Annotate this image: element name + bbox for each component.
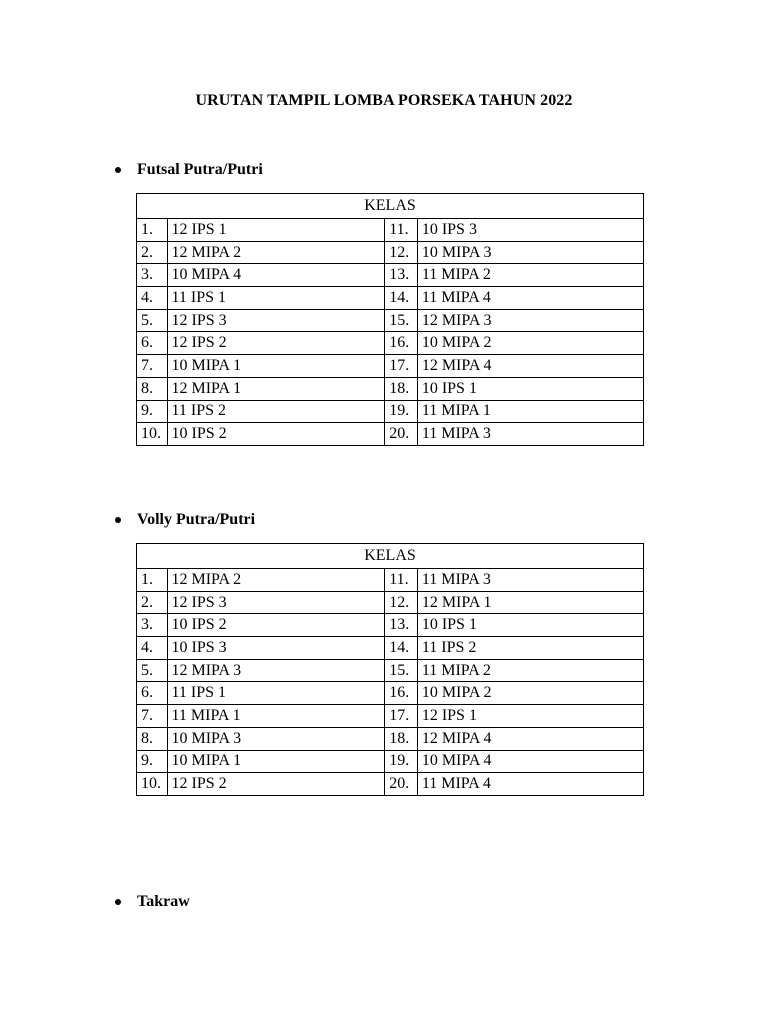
row-number-right: 12. [385,591,418,614]
table-row [137,355,644,378]
class-left: 12 IPS 2 [167,332,385,355]
row-number-right: 16. [385,332,418,355]
class-right: 12 MIPA 4 [417,355,643,378]
table-row [137,659,644,682]
class-right: 10 MIPA 3 [417,241,643,264]
class-right: 11 MIPA 2 [417,264,643,287]
class-left: 12 IPS 1 [167,219,385,242]
row-number-right: 13. [385,264,418,287]
class-left: 12 IPS 3 [167,591,385,614]
class-right: 11 MIPA 3 [417,423,643,446]
bullet-icon [115,167,121,173]
row-number-left: 3. [137,614,168,637]
row-number-right: 17. [385,355,418,378]
row-number-right: 18. [385,377,418,400]
class-left: 10 MIPA 1 [167,750,385,773]
class-left: 10 MIPA 1 [167,355,385,378]
class-right: 11 MIPA 3 [417,569,643,592]
class-right: 12 MIPA 1 [417,591,643,614]
class-right: 12 MIPA 3 [417,309,643,332]
section-heading-label: Takraw [137,893,190,910]
class-right: 11 MIPA 2 [417,659,643,682]
row-number-left: 2. [137,591,168,614]
table-row [137,569,644,592]
table-row [137,309,644,332]
document-title: URUTAN TAMPIL LOMBA PORSEKA TAHUN 2022 [195,92,573,109]
futsal-table-body [137,219,644,446]
class-right: 11 MIPA 4 [417,287,643,310]
class-right: 10 MIPA 2 [417,332,643,355]
volly-table-body [137,569,644,796]
table-row [137,332,644,355]
class-right: 11 IPS 2 [417,637,643,660]
class-right: 11 MIPA 4 [417,773,643,796]
table-row [137,773,644,796]
table-row [137,219,644,242]
class-left: 11 IPS 1 [167,287,385,310]
futsal-order-table [136,193,644,446]
row-number-left: 5. [137,309,168,332]
row-number-left: 4. [137,287,168,310]
class-right: 10 IPS 1 [417,614,643,637]
table-row [137,264,644,287]
table-row [137,682,644,705]
section-heading-label: Futsal Putra/Putri [137,161,263,178]
row-number-left: 9. [137,400,168,423]
class-left: 10 IPS 2 [167,614,385,637]
table-row [137,400,644,423]
row-number-left: 9. [137,750,168,773]
row-number-right: 18. [385,727,418,750]
row-number-right: 17. [385,705,418,728]
class-left: 11 IPS 1 [167,682,385,705]
row-number-right: 12. [385,241,418,264]
class-left: 10 MIPA 4 [167,264,385,287]
row-number-left: 6. [137,682,168,705]
row-number-right: 15. [385,659,418,682]
row-number-right: 11. [385,219,418,242]
class-left: 12 MIPA 1 [167,377,385,400]
class-right: 10 IPS 3 [417,219,643,242]
bullet-icon [115,899,121,905]
row-number-left: 7. [137,355,168,378]
class-left: 12 MIPA 3 [167,659,385,682]
row-number-left: 3. [137,264,168,287]
row-number-right: 13. [385,614,418,637]
section-heading-takraw [113,893,190,911]
row-number-left: 6. [137,332,168,355]
row-number-right: 15. [385,309,418,332]
table-row [137,750,644,773]
row-number-right: 19. [385,750,418,773]
class-left: 12 IPS 3 [167,309,385,332]
class-left: 11 MIPA 1 [167,705,385,728]
table-row [137,423,644,446]
table-header-kelas: KELAS [137,194,644,219]
row-number-left: 2. [137,241,168,264]
row-number-right: 16. [385,682,418,705]
row-number-right: 11. [385,569,418,592]
row-number-right: 14. [385,287,418,310]
class-right: 12 MIPA 4 [417,727,643,750]
table-row [137,377,644,400]
class-left: 12 MIPA 2 [167,569,385,592]
row-number-left: 4. [137,637,168,660]
section-heading-volly [113,511,255,529]
class-right: 11 MIPA 1 [417,400,643,423]
row-number-left: 8. [137,727,168,750]
row-number-left: 1. [137,219,168,242]
section-heading-label: Volly Putra/Putri [137,511,256,528]
table-header-kelas: KELAS [137,544,644,569]
row-number-left: 1. [137,569,168,592]
table-row [137,705,644,728]
row-number-left: 5. [137,659,168,682]
class-right: 10 IPS 1 [417,377,643,400]
class-left: 11 IPS 2 [167,400,385,423]
class-right: 10 MIPA 4 [417,750,643,773]
class-right: 10 MIPA 2 [417,682,643,705]
class-left: 12 IPS 2 [167,773,385,796]
row-number-left: 10. [137,773,168,796]
row-number-left: 7. [137,705,168,728]
section-heading-futsal [113,161,263,179]
class-left: 10 IPS 2 [167,423,385,446]
table-row [137,614,644,637]
volly-order-table [136,543,644,796]
bullet-icon [115,517,121,523]
row-number-right: 19. [385,400,418,423]
table-row [137,637,644,660]
row-number-left: 8. [137,377,168,400]
row-number-right: 20. [385,773,418,796]
table-row [137,727,644,750]
table-row [137,287,644,310]
table-row [137,241,644,264]
class-left: 10 IPS 3 [167,637,385,660]
row-number-right: 20. [385,423,418,446]
table-row [137,591,644,614]
class-right: 12 IPS 1 [417,705,643,728]
class-left: 12 MIPA 2 [167,241,385,264]
row-number-right: 14. [385,637,418,660]
row-number-left: 10. [137,423,168,446]
class-left: 10 MIPA 3 [167,727,385,750]
